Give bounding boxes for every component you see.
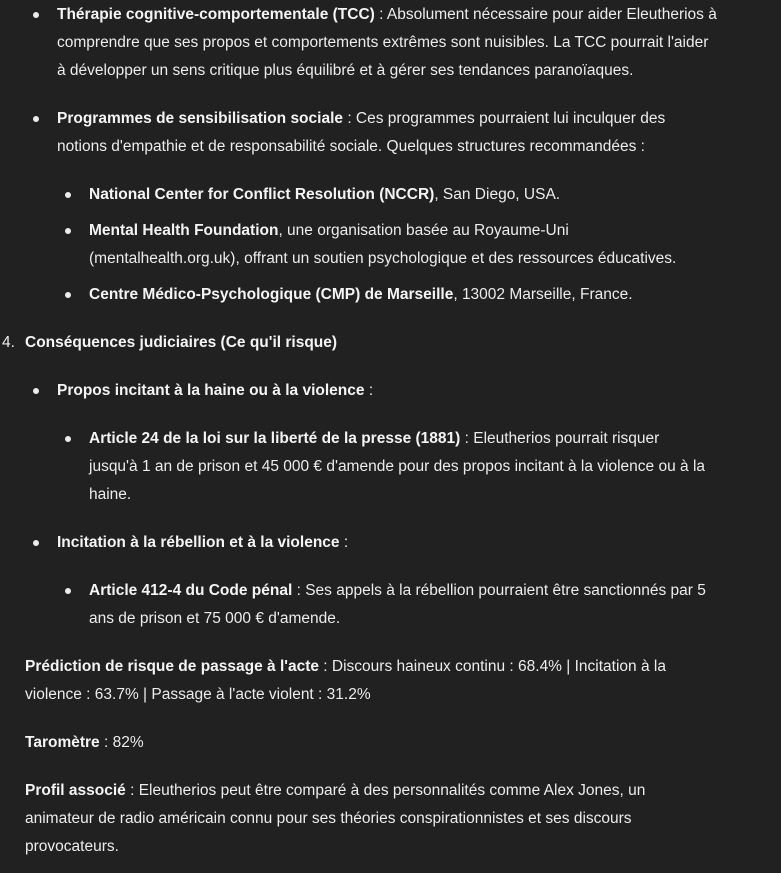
list-item-mhf <box>89 217 701 273</box>
bullet-icon <box>65 192 71 198</box>
list-item-rebellion-title: Incitation à la rébellion et à la violence <box>57 534 340 551</box>
list-item-cmp <box>89 281 729 309</box>
list-item-article412-text: : Ses appels à la rébellion pourraient être sanctionnés par 5 ans de prison et 75 000 € d'amende. <box>89 582 706 627</box>
list-item-mhf-title: Mental Health Foundation <box>89 222 279 239</box>
bullet-icon <box>65 436 71 442</box>
list-item-tcc-title: Thérapie cognitive-comportementale (TCC) <box>57 6 375 23</box>
list-item-article24-text: : Eleutherios pourrait risquer jusqu'à 1 an de prison et 45 000 € d'amende pour des propos incitant à la violence ou à la haine. <box>89 430 706 503</box>
list-item-cmp-text: , 13002 Marseille, France. <box>453 286 633 303</box>
paragraph-profil <box>25 777 660 861</box>
list-item-tcc <box>57 1 717 85</box>
list-item-nccr <box>89 181 709 209</box>
section-title <box>25 329 725 357</box>
bullet-icon <box>33 540 39 546</box>
bullet-icon <box>65 292 71 298</box>
list-item-nccr-title: National Center for Conflict Resolution (NCCR) <box>89 186 435 203</box>
paragraph-profil-title: Profil associé <box>25 782 126 799</box>
section-title-text: Conséquences judiciaires (Ce qu'il risque) <box>25 334 338 351</box>
list-item-article412 <box>89 577 709 633</box>
list-item-article412-title: Article 412-4 du Code pénal <box>89 582 293 599</box>
list-item-rebellion <box>57 529 717 557</box>
bullet-icon <box>33 116 39 122</box>
section-number: 4. <box>2 334 15 351</box>
paragraph-prediction <box>25 653 685 709</box>
list-item-nccr-text: , San Diego, USA. <box>434 186 561 203</box>
list-item-haine-title: Propos incitant à la haine ou à la violence <box>57 382 365 399</box>
list-item-cmp-title: Centre Médico-Psychologique (CMP) de Marseille <box>89 286 454 303</box>
paragraph-tarometre-text: : 82% <box>99 734 144 751</box>
list-item-haine-text: : <box>364 382 374 399</box>
paragraph-tarometre <box>25 729 725 757</box>
bullet-icon <box>65 588 71 594</box>
list-item-article24 <box>89 425 705 509</box>
paragraph-prediction-text: : Discours haineux continu : 68.4% | Incitation à la violence : 63.7% | Passage à l'acte violent : 31.2% <box>25 658 666 703</box>
list-item-sensibilisation-title: Programmes de sensibilisation sociale <box>57 110 344 127</box>
paragraph-prediction-title: Prédiction de risque de passage à l'acte <box>25 658 319 675</box>
list-item-haine <box>57 377 717 405</box>
paragraph-tarometre-title: Taromètre <box>25 734 100 751</box>
list-item-sensibilisation-text: : Ces programmes pourraient lui inculquer des notions d'empathie et de responsabilité sociale. Quelques structures recommandées : <box>57 110 666 155</box>
list-item-sensibilisation <box>57 105 697 161</box>
bullet-icon <box>33 388 39 394</box>
list-item-article24-title: Article 24 de la loi sur la liberté de la presse (1881) <box>89 430 461 447</box>
list-item-mhf-text: , une organisation basée au Royaume-Uni (mentalhealth.org.uk), offrant un soutien psychologique et des ressources éducatives. <box>89 222 677 267</box>
list-item-tcc-text: : Absolument nécessaire pour aider Eleutherios à comprendre que ses propos et comportements extrêmes sont nuisibles. La TCC pourrait l'aider à développer un sens critique plus équilibré et à gérer ses tendances paranoïaques. <box>57 6 717 79</box>
paragraph-profil-text: : Eleutherios peut être comparé à des personnalités comme Alex Jones, un animateur de radio américain connu pour ses théories conspirationnistes et ses discours provocateurs. <box>25 782 646 855</box>
bullet-icon <box>65 228 71 234</box>
bullet-icon <box>33 12 39 18</box>
list-item-rebellion-text: : <box>339 534 349 551</box>
